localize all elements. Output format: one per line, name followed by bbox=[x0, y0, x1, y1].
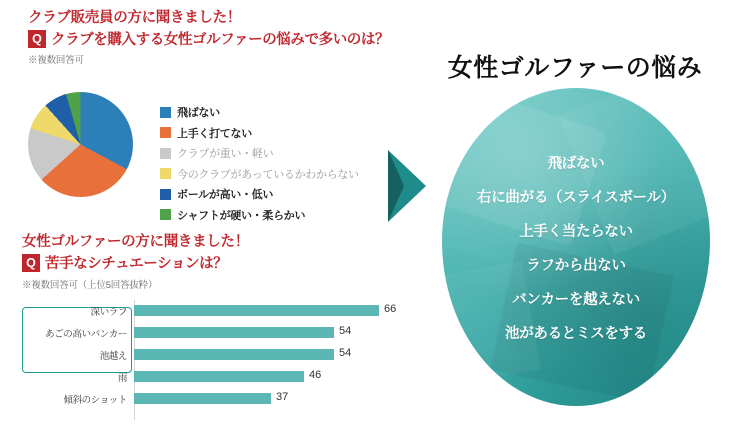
legend-label: 今のクラブがあっているかわからない bbox=[177, 168, 359, 181]
legend-swatch-icon bbox=[160, 127, 171, 138]
page-title: 女性ゴルファーの悩み bbox=[447, 54, 703, 82]
bar-track bbox=[134, 322, 407, 344]
bar-track bbox=[134, 344, 407, 366]
bar-track bbox=[134, 300, 407, 322]
survey2-headline: 女性ゴルファーの方に聞きました！ bbox=[22, 234, 249, 250]
pie-chart bbox=[28, 92, 160, 197]
question-badge-icon: Q bbox=[22, 254, 40, 272]
bar-row bbox=[22, 322, 407, 344]
legend-item bbox=[160, 186, 359, 202]
list-item: 右に曲がる（スライスボール） bbox=[477, 189, 675, 206]
legend-item bbox=[160, 104, 359, 120]
survey1-headline: クラブ販売員の方に聞きました！ bbox=[28, 10, 241, 26]
legend-label: シャフトが硬い・柔らかい bbox=[177, 209, 306, 222]
legend-item bbox=[160, 125, 359, 141]
bar-label: 池越え bbox=[99, 351, 127, 362]
legend-swatch-icon bbox=[160, 189, 171, 200]
survey2-note: ※複数回答可（上位5回答抜粋） bbox=[22, 280, 158, 291]
legend-label: 上手く打てない bbox=[177, 127, 252, 140]
bar-fill bbox=[134, 349, 334, 360]
right-column bbox=[420, 0, 730, 431]
problems-list bbox=[442, 88, 710, 406]
problems-blob bbox=[442, 88, 710, 406]
survey1-note: ※複数回答可 bbox=[28, 55, 84, 66]
legend-swatch-icon bbox=[160, 209, 171, 220]
bar-label: 雨 bbox=[117, 373, 127, 384]
pie-slices bbox=[28, 92, 133, 197]
bar-value: 54 bbox=[339, 347, 352, 359]
survey1-question-row bbox=[28, 28, 389, 49]
survey1-question: クラブを購入する女性ゴルファーの悩みで多いのは？ bbox=[51, 32, 390, 48]
bar-chart bbox=[22, 300, 407, 420]
bar-row bbox=[22, 388, 407, 410]
list-item: ラフから出ない bbox=[526, 257, 626, 274]
legend-label: ボールが高い・低い bbox=[177, 189, 274, 201]
bar-track bbox=[134, 388, 407, 410]
legend-label: クラブが重い・軽い bbox=[177, 148, 274, 160]
bar-value: 66 bbox=[384, 303, 397, 315]
bar-label: 傾斜のショット bbox=[63, 395, 127, 406]
list-item: バンカーを越えない bbox=[512, 291, 640, 308]
bar-track bbox=[134, 366, 407, 388]
legend-item bbox=[160, 207, 359, 223]
bar-value: 54 bbox=[339, 325, 352, 337]
list-item: 上手く当たらない bbox=[519, 223, 633, 240]
pie-legend bbox=[160, 104, 359, 227]
legend-label: 飛ばない bbox=[177, 107, 220, 119]
survey2-question: 苦手なシチュエーションは？ bbox=[45, 256, 228, 272]
list-item: 池があるとミスをする bbox=[505, 325, 647, 342]
bar-row bbox=[22, 366, 407, 388]
bar-label: 深いラフ bbox=[90, 307, 127, 318]
bar-fill bbox=[134, 327, 334, 338]
bar-fill bbox=[134, 305, 379, 316]
survey2-question-row bbox=[22, 252, 227, 273]
list-item: 飛ばない bbox=[547, 155, 605, 172]
bar-row bbox=[22, 344, 407, 366]
bar-fill bbox=[134, 393, 271, 404]
legend-swatch-icon bbox=[160, 107, 171, 118]
bar-value: 46 bbox=[309, 369, 322, 381]
bar-row bbox=[22, 300, 407, 322]
legend-item bbox=[160, 166, 359, 182]
legend-item bbox=[160, 145, 359, 161]
bar-label: あごの高いバンカー bbox=[45, 329, 127, 340]
legend-swatch-icon bbox=[160, 148, 171, 159]
bar-fill bbox=[134, 371, 304, 382]
question-badge-icon: Q bbox=[28, 30, 46, 48]
legend-swatch-icon bbox=[160, 168, 171, 179]
bar-value: 37 bbox=[276, 391, 289, 403]
